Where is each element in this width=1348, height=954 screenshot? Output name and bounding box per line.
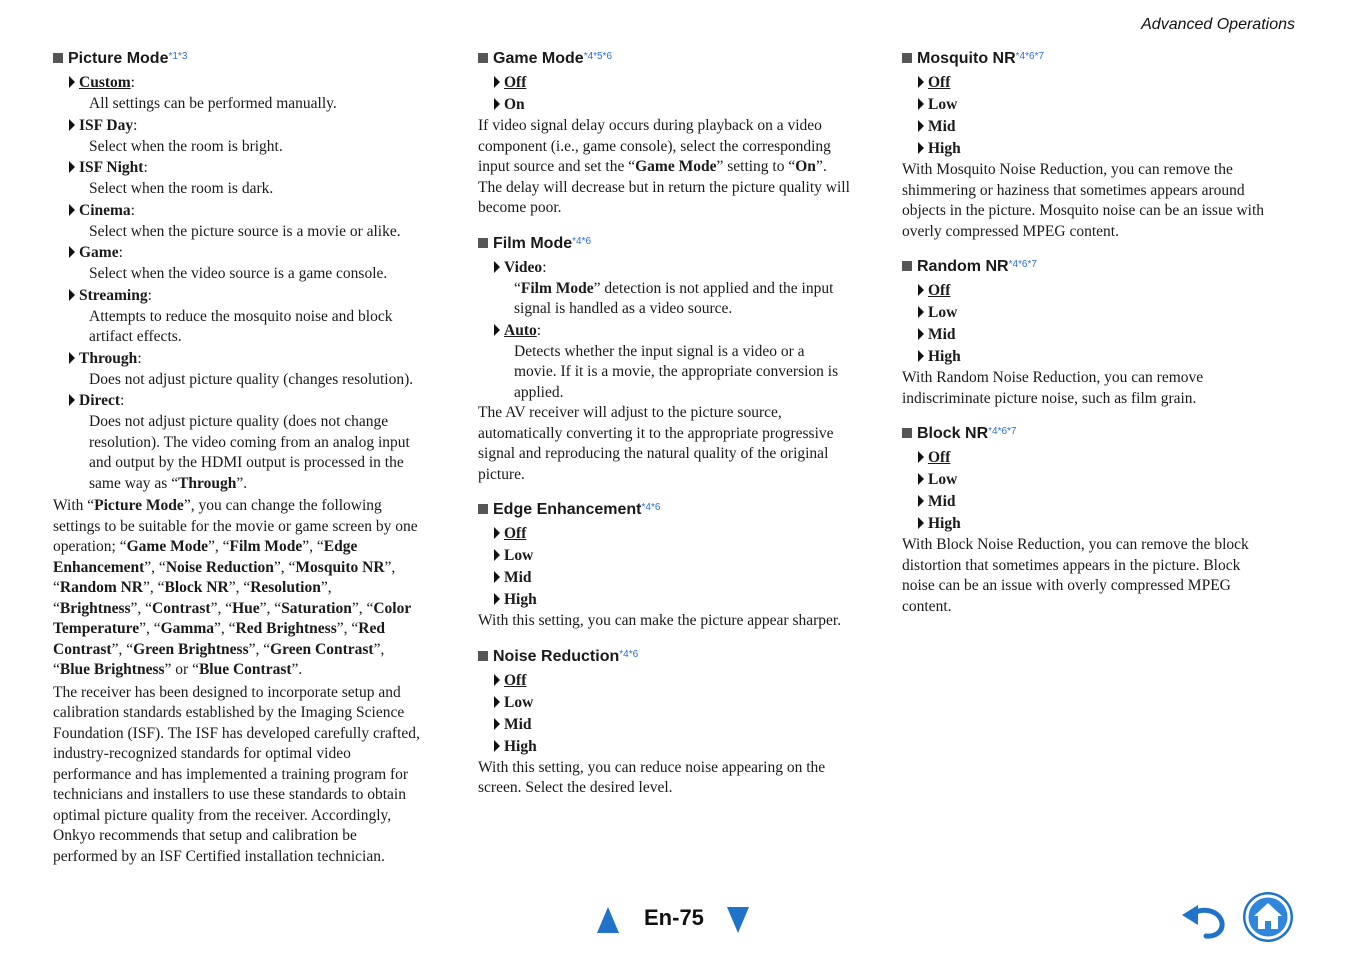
- option-isf-night: ISF Night:: [69, 157, 445, 179]
- triangle-right-icon: [494, 718, 500, 730]
- page-number: En-75: [644, 905, 704, 930]
- triangle-right-icon: [494, 261, 500, 273]
- footer-nav: [0, 903, 1348, 943]
- option-desc: Attempts to reduce the mosquito noise and block artifact effects.: [89, 307, 393, 345]
- triangle-right-icon: [494, 324, 500, 336]
- heading-noise-reduction: Noise Reduction$^{*4*6}$: [478, 644, 870, 667]
- option-low: Low: [918, 302, 1294, 324]
- picture-mode-paragraph: With “Picture Mode”, you can change the following settings to be suitable for the movie or game screen by one operation; “Game Mode”, “Film Mode”, “Edge Enhancement”, “Noise Reduction”, “Mosquito NR”, “Random NR”, “Block NR”, “Resolution”, “Brightness”, “Contrast”, “Hue”, “Saturation”, “Color Temperature”, “Gamma”, “Red Brightness”, “Red Contrast”, “Green Brightness”, “Green Contrast”, “Blue Brightness” or “Blue Contrast”.: [53, 497, 418, 678]
- option-desc: Select when the room is dark.: [89, 180, 274, 197]
- option-label: Streaming: [79, 286, 148, 304]
- isf-paragraph: The receiver has been designed to incorporate setup and calibration standards established by the Imaging Science Foundation (ISF). The ISF has developed carefully crafted, industry-recognized standards for optimal video performance and has implemented a training program for technicians and installers to use these standards to obtain optimal picture quality from the receiver. Accordingly, Onkyo recommends that setup and calibration be performed by an ISF Certified installation technician.: [53, 683, 420, 865]
- triangle-right-icon: [918, 495, 924, 507]
- heading-block-nr: Block $NR^{*4*6*7}$: [902, 421, 1294, 444]
- option-on: On: [494, 94, 870, 116]
- triangle-right-icon: [918, 284, 924, 296]
- option-isf-day: ISF Day:: [69, 115, 445, 137]
- footnote-ref[interactable]: *4*6*7: [1015, 51, 1045, 62]
- mosquito-paragraph: With Mosquito Noise Reduction, you can remove the shimmering or haziness that sometimes appears around objects in the picture. Mosquito noise can be an issue with overly compressed MPEG content.: [902, 161, 1265, 240]
- option-mid: Mid: [918, 491, 1294, 513]
- option-off: Off: [494, 670, 870, 692]
- triangle-right-icon: [69, 394, 75, 406]
- option-cinema: Cinema:: [69, 200, 445, 222]
- heading-game-mode: Game Mode$^{*4*5*6}$: [478, 46, 870, 69]
- option-high: High: [918, 513, 1294, 535]
- option-mid: Mid: [918, 324, 1294, 346]
- triangle-right-icon: [69, 119, 75, 131]
- column-2: [478, 46, 870, 801]
- option-streaming: Streaming:: [69, 285, 445, 307]
- option-off: Off: [494, 72, 870, 94]
- option-low: Low: [918, 469, 1294, 491]
- option-desc: Select when the picture source is a movie or alike.: [89, 222, 401, 240]
- option-desc: Does not adjust picture quality (changes resolution).: [89, 370, 414, 388]
- option-low: Low: [494, 545, 870, 567]
- option-desc: Detects whether the input signal is a video or a movie. If it is a movie, the appropriate conversion is applied.: [514, 342, 839, 401]
- triangle-right-icon: [69, 246, 75, 258]
- square-bullet-icon: [53, 53, 63, 63]
- option-label: Cinema: [79, 201, 131, 219]
- option-off: Off: [494, 523, 870, 545]
- heading-random-nr: Random $NR^{*4*6*7}$: [902, 254, 1294, 277]
- option-label: ISF Day: [79, 116, 134, 134]
- option-off: Off: [918, 447, 1294, 469]
- back-arrow-icon[interactable]: [1180, 903, 1228, 939]
- option-low: Low: [494, 692, 870, 714]
- option-custom: Custom:: [69, 72, 445, 94]
- triangle-right-icon: [494, 740, 500, 752]
- option-game: Game:: [69, 242, 445, 264]
- option-high: High: [918, 138, 1294, 160]
- option-high: High: [918, 346, 1294, 368]
- column-3: [902, 46, 1294, 619]
- edge-paragraph: With this setting, you can make the picture appear sharper.: [478, 612, 842, 629]
- triangle-right-icon: [918, 517, 924, 529]
- footnote-ref[interactable]: *4*6*7: [1008, 259, 1037, 270]
- home-icon[interactable]: [1242, 891, 1294, 943]
- triangle-right-icon: [918, 142, 924, 154]
- option-label: Through: [79, 349, 138, 367]
- footnote-ref[interactable]: *4*6*7: [988, 426, 1017, 437]
- triangle-right-icon: [494, 98, 500, 110]
- option-label: Custom: [79, 74, 131, 91]
- heading-mosquito-nr: Mosquito $NR^{*4*6*7}$: [902, 46, 1294, 69]
- triangle-right-icon: [918, 473, 924, 485]
- block-paragraph: With Block Noise Reduction, you can remove the block distortion that sometimes appears in the picture. Block noise can be an issue with overly compressed MPEG content.: [902, 536, 1249, 615]
- heading-text: Picture Mode: [68, 50, 169, 67]
- option-desc: All settings can be performed manually.: [89, 95, 337, 112]
- option-off: Off: [918, 280, 1294, 302]
- option-high: High: [494, 736, 870, 758]
- triangle-right-icon: [494, 593, 500, 605]
- option-desc: Select when the video source is a game console.: [89, 265, 388, 282]
- section-header: Advanced Operations: [1141, 16, 1295, 33]
- footnote-ref[interactable]: *1*3: [168, 51, 188, 62]
- option-video: Video:: [494, 257, 870, 279]
- square-bullet-icon: [478, 238, 488, 248]
- option-desc: Does not adjust picture quality (does not change resolution). The video coming from an analog input and output by the HDMI output is processed in the same way as “Through”.: [89, 413, 410, 492]
- triangle-right-icon: [494, 674, 500, 686]
- option-label: ISF Night: [79, 159, 144, 176]
- triangle-right-icon: [494, 696, 500, 708]
- triangle-right-icon: [918, 120, 924, 132]
- noise-paragraph: With this setting, you can reduce noise appearing on the screen. Select the desired level.: [478, 758, 826, 796]
- square-bullet-icon: [902, 428, 912, 438]
- option-desc: Select when the room is bright.: [89, 137, 283, 155]
- triangle-right-icon: [69, 76, 75, 88]
- footnote-ref[interactable]: *4*5*6: [583, 51, 613, 62]
- triangle-right-icon: [69, 161, 75, 173]
- triangle-right-icon: [69, 204, 75, 216]
- triangle-right-icon: [69, 352, 75, 364]
- option-through: Through:: [69, 348, 445, 370]
- triangle-down-icon[interactable]: [727, 907, 749, 933]
- square-bullet-icon: [478, 651, 488, 661]
- option-label: Game: [79, 244, 119, 261]
- option-mid: Mid: [918, 116, 1294, 138]
- triangle-right-icon: [918, 350, 924, 362]
- option-desc: “Film Mode” detection is not applied and the input signal is handled as a video source.: [514, 279, 834, 317]
- footnote-ref[interactable]: *4*6: [619, 648, 639, 660]
- square-bullet-icon: [478, 504, 488, 514]
- option-mid: Mid: [494, 567, 870, 589]
- triangle-right-icon: [494, 527, 500, 539]
- triangle-right-icon: [918, 76, 924, 88]
- square-bullet-icon: [902, 261, 912, 271]
- option-label: Direct: [79, 392, 121, 409]
- heading-edge-enhancement: Edge Enhancement$^{*4*6}$: [478, 497, 870, 520]
- triangle-up-icon[interactable]: [597, 907, 619, 933]
- option-low: Low: [918, 94, 1294, 116]
- film-mode-paragraph: The AV receiver will adjust to the picture source, automatically converting it to the appropriate progressive signal and reproducing the natural quality of the original picture.: [478, 404, 834, 483]
- triangle-right-icon: [918, 306, 924, 318]
- option-mid: Mid: [494, 714, 870, 736]
- square-bullet-icon: [478, 53, 488, 63]
- triangle-right-icon: [918, 451, 924, 463]
- heading-picture-mode: [53, 46, 445, 69]
- triangle-right-icon: [918, 98, 924, 110]
- option-auto: Auto:: [494, 320, 870, 342]
- game-mode-paragraph: If video signal delay occurs during playback on a video component (i.e., game console), select the corresponding input source and set the “Game Mode” setting to “On”. The delay will decrease but in return the picture quality will become poor.: [478, 117, 850, 216]
- triangle-right-icon: [918, 328, 924, 340]
- triangle-right-icon: [494, 571, 500, 583]
- column-1: [53, 46, 445, 869]
- option-off: Off: [918, 72, 1294, 94]
- triangle-right-icon: [494, 549, 500, 561]
- triangle-right-icon: [69, 289, 75, 301]
- option-high: High: [494, 589, 870, 611]
- option-direct: Direct:: [69, 390, 445, 412]
- random-paragraph: With Random Noise Reduction, you can remove indiscriminate picture noise, such as film grain.: [902, 369, 1204, 407]
- heading-film-mode: Film Mode$^{*4*6}$: [478, 231, 870, 254]
- footnote-ref[interactable]: *4*6: [641, 502, 661, 513]
- footnote-ref[interactable]: *4*6: [572, 235, 592, 247]
- triangle-right-icon: [494, 76, 500, 88]
- square-bullet-icon: [902, 53, 912, 63]
